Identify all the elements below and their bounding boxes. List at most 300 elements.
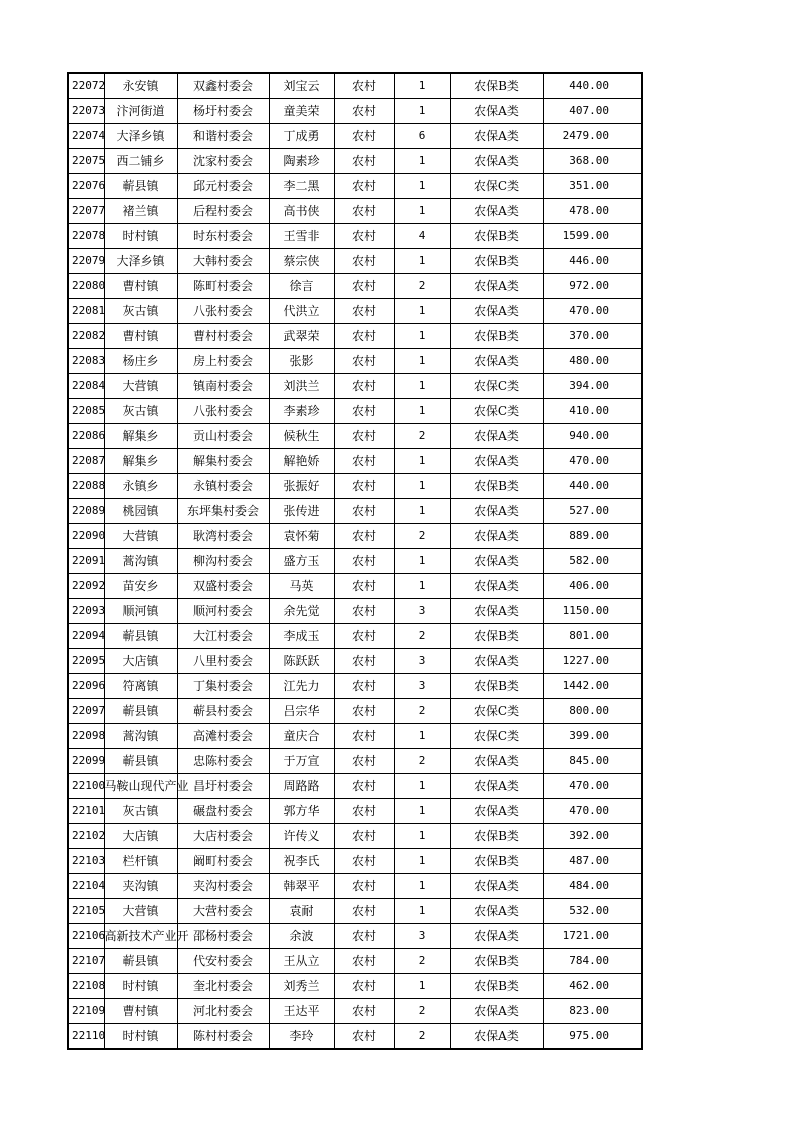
village-committee-cell: 代安村委会 <box>177 949 269 974</box>
person-name-cell: 徐言 <box>269 274 334 299</box>
table-row <box>68 799 642 824</box>
village-committee-cell: 八张村委会 <box>177 299 269 324</box>
area-type-cell: 农村 <box>334 474 394 499</box>
person-name-cell: 刘洪兰 <box>269 374 334 399</box>
insurance-category-cell: 农保A类 <box>450 999 543 1024</box>
household-count-cell: 1 <box>394 799 450 824</box>
amount-cell: 351.00 <box>543 174 642 199</box>
household-count-cell: 3 <box>394 674 450 699</box>
table-row <box>68 449 642 474</box>
amount-cell: 410.00 <box>543 399 642 424</box>
insurance-category-cell: 农保A类 <box>450 199 543 224</box>
township-cell: 苗安乡 <box>104 574 177 599</box>
household-count-cell: 1 <box>394 174 450 199</box>
record-id-cell: 22096 <box>68 674 104 699</box>
insurance-category-cell: 农保C类 <box>450 399 543 424</box>
township-cell: 高新技术产业开 <box>104 924 177 949</box>
person-name-cell: 丁成勇 <box>269 124 334 149</box>
household-count-cell: 2 <box>394 274 450 299</box>
township-cell: 蕲县镇 <box>104 624 177 649</box>
township-cell: 永安镇 <box>104 73 177 99</box>
person-name-cell: 韩翠平 <box>269 874 334 899</box>
person-name-cell: 祝李氏 <box>269 849 334 874</box>
household-count-cell: 2 <box>394 949 450 974</box>
area-type-cell: 农村 <box>334 674 394 699</box>
insurance-category-cell: 农保A类 <box>450 99 543 124</box>
record-id-cell: 22110 <box>68 1024 104 1050</box>
insurance-category-cell: 农保A类 <box>450 574 543 599</box>
person-name-cell: 李玲 <box>269 1024 334 1050</box>
record-id-cell: 22086 <box>68 424 104 449</box>
area-type-cell: 农村 <box>334 374 394 399</box>
insurance-category-cell: 农保A类 <box>450 1024 543 1050</box>
area-type-cell: 农村 <box>334 974 394 999</box>
household-count-cell: 4 <box>394 224 450 249</box>
village-committee-cell: 柳沟村委会 <box>177 549 269 574</box>
township-cell: 大泽乡镇 <box>104 249 177 274</box>
household-count-cell: 1 <box>394 249 450 274</box>
table-row <box>68 324 642 349</box>
village-committee-cell: 后程村委会 <box>177 199 269 224</box>
household-count-cell: 1 <box>394 849 450 874</box>
household-count-cell: 1 <box>394 449 450 474</box>
insurance-category-cell: 农保A类 <box>450 349 543 374</box>
amount-cell: 478.00 <box>543 199 642 224</box>
village-committee-cell: 东坪集村委会 <box>177 499 269 524</box>
area-type-cell: 农村 <box>334 924 394 949</box>
insurance-category-cell: 农保B类 <box>450 674 543 699</box>
township-cell: 大营镇 <box>104 374 177 399</box>
township-cell: 解集乡 <box>104 449 177 474</box>
insurance-category-cell: 农保A类 <box>450 424 543 449</box>
village-committee-cell: 高滩村委会 <box>177 724 269 749</box>
area-type-cell: 农村 <box>334 524 394 549</box>
area-type-cell: 农村 <box>334 724 394 749</box>
person-name-cell: 袁怀菊 <box>269 524 334 549</box>
amount-cell: 470.00 <box>543 799 642 824</box>
insurance-category-cell: 农保B类 <box>450 824 543 849</box>
person-name-cell: 王从立 <box>269 949 334 974</box>
township-cell: 蕲县镇 <box>104 699 177 724</box>
village-committee-cell: 房上村委会 <box>177 349 269 374</box>
record-id-cell: 22095 <box>68 649 104 674</box>
insurance-category-cell: 农保A类 <box>450 924 543 949</box>
area-type-cell: 农村 <box>334 449 394 474</box>
village-committee-cell: 时东村委会 <box>177 224 269 249</box>
table-row <box>68 949 642 974</box>
household-count-cell: 2 <box>394 999 450 1024</box>
household-count-cell: 3 <box>394 649 450 674</box>
township-cell: 解集乡 <box>104 424 177 449</box>
person-name-cell: 解艳娇 <box>269 449 334 474</box>
record-id-cell: 22083 <box>68 349 104 374</box>
table-row <box>68 124 642 149</box>
record-id-cell: 22079 <box>68 249 104 274</box>
household-count-cell: 1 <box>394 774 450 799</box>
area-type-cell: 农村 <box>334 324 394 349</box>
area-type-cell: 农村 <box>334 224 394 249</box>
table-row <box>68 849 642 874</box>
person-name-cell: 刘宝云 <box>269 73 334 99</box>
insurance-category-cell: 农保A类 <box>450 274 543 299</box>
table-row <box>68 249 642 274</box>
amount-cell: 784.00 <box>543 949 642 974</box>
insurance-category-cell: 农保A类 <box>450 649 543 674</box>
amount-cell: 484.00 <box>543 874 642 899</box>
table-row <box>68 974 642 999</box>
table-row <box>68 199 642 224</box>
area-type-cell: 农村 <box>334 149 394 174</box>
table-row <box>68 549 642 574</box>
township-cell: 西二铺乡 <box>104 149 177 174</box>
amount-cell: 972.00 <box>543 274 642 299</box>
area-type-cell: 农村 <box>334 249 394 274</box>
record-id-cell: 22109 <box>68 999 104 1024</box>
village-committee-cell: 昌圩村委会 <box>177 774 269 799</box>
township-cell: 杨庄乡 <box>104 349 177 374</box>
amount-cell: 368.00 <box>543 149 642 174</box>
household-count-cell: 2 <box>394 1024 450 1050</box>
table-row <box>68 599 642 624</box>
table-row <box>68 99 642 124</box>
area-type-cell: 农村 <box>334 574 394 599</box>
township-cell: 夹沟镇 <box>104 874 177 899</box>
person-name-cell: 袁耐 <box>269 899 334 924</box>
table-row <box>68 724 642 749</box>
area-type-cell: 农村 <box>334 349 394 374</box>
village-committee-cell: 杨圩村委会 <box>177 99 269 124</box>
household-count-cell: 1 <box>394 499 450 524</box>
person-name-cell: 张振好 <box>269 474 334 499</box>
household-count-cell: 6 <box>394 124 450 149</box>
insurance-category-cell: 农保A类 <box>450 124 543 149</box>
household-count-cell: 1 <box>394 324 450 349</box>
table-row <box>68 349 642 374</box>
area-type-cell: 农村 <box>334 824 394 849</box>
area-type-cell: 农村 <box>334 99 394 124</box>
area-type-cell: 农村 <box>334 899 394 924</box>
insurance-category-cell: 农保C类 <box>450 374 543 399</box>
village-committee-cell: 镇南村委会 <box>177 374 269 399</box>
person-name-cell: 余先觉 <box>269 599 334 624</box>
record-id-cell: 22097 <box>68 699 104 724</box>
area-type-cell: 农村 <box>334 424 394 449</box>
township-cell: 永镇乡 <box>104 474 177 499</box>
household-count-cell: 1 <box>394 374 450 399</box>
household-count-cell: 2 <box>394 624 450 649</box>
amount-cell: 462.00 <box>543 974 642 999</box>
table-row <box>68 899 642 924</box>
village-committee-cell: 解集村委会 <box>177 449 269 474</box>
amount-cell: 480.00 <box>543 349 642 374</box>
township-cell: 顺河镇 <box>104 599 177 624</box>
village-committee-cell: 碾盘村委会 <box>177 799 269 824</box>
table-row <box>68 374 642 399</box>
household-count-cell: 1 <box>394 399 450 424</box>
amount-cell: 845.00 <box>543 749 642 774</box>
person-name-cell: 张影 <box>269 349 334 374</box>
amount-cell: 446.00 <box>543 249 642 274</box>
household-count-cell: 2 <box>394 749 450 774</box>
person-name-cell: 盛方玉 <box>269 549 334 574</box>
village-committee-cell: 大江村委会 <box>177 624 269 649</box>
household-count-cell: 1 <box>394 549 450 574</box>
person-name-cell: 陶素珍 <box>269 149 334 174</box>
area-type-cell: 农村 <box>334 599 394 624</box>
area-type-cell: 农村 <box>334 174 394 199</box>
record-id-cell: 22074 <box>68 124 104 149</box>
record-id-cell: 22075 <box>68 149 104 174</box>
record-table <box>67 72 643 1050</box>
table-row <box>68 1024 642 1050</box>
insurance-category-cell: 农保A类 <box>450 299 543 324</box>
area-type-cell: 农村 <box>334 749 394 774</box>
area-type-cell: 农村 <box>334 549 394 574</box>
village-committee-cell: 双鑫村委会 <box>177 73 269 99</box>
record-id-cell: 22091 <box>68 549 104 574</box>
table-row <box>68 699 642 724</box>
insurance-category-cell: 农保C类 <box>450 724 543 749</box>
insurance-category-cell: 农保A类 <box>450 774 543 799</box>
record-id-cell: 22076 <box>68 174 104 199</box>
amount-cell: 399.00 <box>543 724 642 749</box>
record-id-cell: 22081 <box>68 299 104 324</box>
record-id-cell: 22087 <box>68 449 104 474</box>
amount-cell: 527.00 <box>543 499 642 524</box>
amount-cell: 392.00 <box>543 824 642 849</box>
village-committee-cell: 大营村委会 <box>177 899 269 924</box>
person-name-cell: 吕宗华 <box>269 699 334 724</box>
household-count-cell: 1 <box>394 899 450 924</box>
person-name-cell: 张传进 <box>269 499 334 524</box>
township-cell: 栏杆镇 <box>104 849 177 874</box>
area-type-cell: 农村 <box>334 849 394 874</box>
record-id-cell: 22088 <box>68 474 104 499</box>
table-row <box>68 749 642 774</box>
person-name-cell: 武翠荣 <box>269 324 334 349</box>
record-id-cell: 22103 <box>68 849 104 874</box>
insurance-category-cell: 农保B类 <box>450 474 543 499</box>
household-count-cell: 1 <box>394 474 450 499</box>
village-committee-cell: 邱元村委会 <box>177 174 269 199</box>
amount-cell: 1227.00 <box>543 649 642 674</box>
amount-cell: 470.00 <box>543 299 642 324</box>
township-cell: 符离镇 <box>104 674 177 699</box>
area-type-cell: 农村 <box>334 124 394 149</box>
area-type-cell: 农村 <box>334 299 394 324</box>
village-committee-cell: 陈町村委会 <box>177 274 269 299</box>
amount-cell: 1721.00 <box>543 924 642 949</box>
area-type-cell: 农村 <box>334 774 394 799</box>
record-id-cell: 22104 <box>68 874 104 899</box>
table-row <box>68 999 642 1024</box>
amount-cell: 440.00 <box>543 73 642 99</box>
village-committee-cell: 大店村委会 <box>177 824 269 849</box>
area-type-cell: 农村 <box>334 699 394 724</box>
table-row <box>68 299 642 324</box>
table-row <box>68 924 642 949</box>
amount-cell: 889.00 <box>543 524 642 549</box>
table-row <box>68 824 642 849</box>
amount-cell: 370.00 <box>543 324 642 349</box>
amount-cell: 487.00 <box>543 849 642 874</box>
record-id-cell: 22100 <box>68 774 104 799</box>
township-cell: 桃园镇 <box>104 499 177 524</box>
township-cell: 蒿沟镇 <box>104 724 177 749</box>
amount-cell: 394.00 <box>543 374 642 399</box>
table-row <box>68 424 642 449</box>
person-name-cell: 童庆合 <box>269 724 334 749</box>
insurance-category-cell: 农保B类 <box>450 224 543 249</box>
table-row <box>68 399 642 424</box>
insurance-category-cell: 农保C类 <box>450 699 543 724</box>
person-name-cell: 郭方华 <box>269 799 334 824</box>
township-cell: 灰古镇 <box>104 799 177 824</box>
record-id-cell: 22082 <box>68 324 104 349</box>
township-cell: 蒿沟镇 <box>104 549 177 574</box>
record-id-cell: 22107 <box>68 949 104 974</box>
table-row <box>68 174 642 199</box>
household-count-cell: 3 <box>394 924 450 949</box>
person-name-cell: 于万宣 <box>269 749 334 774</box>
record-id-cell: 22073 <box>68 99 104 124</box>
household-count-cell: 1 <box>394 199 450 224</box>
insurance-category-cell: 农保C类 <box>450 174 543 199</box>
area-type-cell: 农村 <box>334 949 394 974</box>
township-cell: 蕲县镇 <box>104 949 177 974</box>
area-type-cell: 农村 <box>334 649 394 674</box>
amount-cell: 823.00 <box>543 999 642 1024</box>
township-cell: 大泽乡镇 <box>104 124 177 149</box>
record-id-cell: 22080 <box>68 274 104 299</box>
record-id-cell: 22093 <box>68 599 104 624</box>
township-cell: 马鞍山现代产业 <box>104 774 177 799</box>
person-name-cell: 李素珍 <box>269 399 334 424</box>
household-count-cell: 1 <box>394 824 450 849</box>
area-type-cell: 农村 <box>334 799 394 824</box>
table-row <box>68 499 642 524</box>
insurance-category-cell: 农保A类 <box>450 499 543 524</box>
table-row <box>68 674 642 699</box>
village-committee-cell: 河北村委会 <box>177 999 269 1024</box>
township-cell: 大店镇 <box>104 824 177 849</box>
amount-cell: 470.00 <box>543 449 642 474</box>
insurance-category-cell: 农保A类 <box>450 149 543 174</box>
record-id-cell: 22105 <box>68 899 104 924</box>
table-row <box>68 774 642 799</box>
amount-cell: 801.00 <box>543 624 642 649</box>
insurance-category-cell: 农保A类 <box>450 524 543 549</box>
person-name-cell: 王达平 <box>269 999 334 1024</box>
person-name-cell: 童美荣 <box>269 99 334 124</box>
township-cell: 时村镇 <box>104 1024 177 1050</box>
amount-cell: 2479.00 <box>543 124 642 149</box>
household-count-cell: 1 <box>394 299 450 324</box>
amount-cell: 582.00 <box>543 549 642 574</box>
household-count-cell: 1 <box>394 574 450 599</box>
township-cell: 大店镇 <box>104 649 177 674</box>
record-id-cell: 22099 <box>68 749 104 774</box>
area-type-cell: 农村 <box>334 274 394 299</box>
record-id-cell: 22108 <box>68 974 104 999</box>
village-committee-cell: 忠陈村委会 <box>177 749 269 774</box>
person-name-cell: 候秋生 <box>269 424 334 449</box>
village-committee-cell: 蕲县村委会 <box>177 699 269 724</box>
record-id-cell: 22089 <box>68 499 104 524</box>
area-type-cell: 农村 <box>334 874 394 899</box>
amount-cell: 1599.00 <box>543 224 642 249</box>
village-committee-cell: 阚町村委会 <box>177 849 269 874</box>
township-cell: 汴河街道 <box>104 99 177 124</box>
table-row <box>68 224 642 249</box>
household-count-cell: 2 <box>394 699 450 724</box>
record-id-cell: 22098 <box>68 724 104 749</box>
insurance-category-cell: 农保A类 <box>450 899 543 924</box>
village-committee-cell: 夹沟村委会 <box>177 874 269 899</box>
household-count-cell: 1 <box>394 974 450 999</box>
record-id-cell: 22101 <box>68 799 104 824</box>
person-name-cell: 蔡宗侠 <box>269 249 334 274</box>
household-count-cell: 1 <box>394 149 450 174</box>
record-id-cell: 22072 <box>68 73 104 99</box>
township-cell: 大营镇 <box>104 899 177 924</box>
village-committee-cell: 贡山村委会 <box>177 424 269 449</box>
insurance-category-cell: 农保B类 <box>450 849 543 874</box>
insurance-category-cell: 农保B类 <box>450 949 543 974</box>
village-committee-cell: 双盛村委会 <box>177 574 269 599</box>
person-name-cell: 高书侠 <box>269 199 334 224</box>
village-committee-cell: 和谐村委会 <box>177 124 269 149</box>
village-committee-cell: 沈家村委会 <box>177 149 269 174</box>
area-type-cell: 农村 <box>334 199 394 224</box>
record-id-cell: 22090 <box>68 524 104 549</box>
insurance-category-cell: 农保A类 <box>450 449 543 474</box>
village-committee-cell: 八里村委会 <box>177 649 269 674</box>
insurance-category-cell: 农保A类 <box>450 749 543 774</box>
household-count-cell: 1 <box>394 99 450 124</box>
village-committee-cell: 奎北村委会 <box>177 974 269 999</box>
amount-cell: 440.00 <box>543 474 642 499</box>
township-cell: 曹村镇 <box>104 324 177 349</box>
table-row <box>68 474 642 499</box>
person-name-cell: 马英 <box>269 574 334 599</box>
person-name-cell: 刘秀兰 <box>269 974 334 999</box>
township-cell: 曹村镇 <box>104 999 177 1024</box>
person-name-cell: 代洪立 <box>269 299 334 324</box>
table-row <box>68 649 642 674</box>
area-type-cell: 农村 <box>334 73 394 99</box>
household-count-cell: 3 <box>394 599 450 624</box>
area-type-cell: 农村 <box>334 499 394 524</box>
area-type-cell: 农村 <box>334 1024 394 1050</box>
township-cell: 灰古镇 <box>104 399 177 424</box>
village-committee-cell: 永镇村委会 <box>177 474 269 499</box>
record-id-cell: 22094 <box>68 624 104 649</box>
village-committee-cell: 耿湾村委会 <box>177 524 269 549</box>
township-cell: 蕲县镇 <box>104 749 177 774</box>
insurance-category-cell: 农保B类 <box>450 624 543 649</box>
household-count-cell: 1 <box>394 874 450 899</box>
insurance-category-cell: 农保B类 <box>450 249 543 274</box>
village-committee-cell: 八张村委会 <box>177 399 269 424</box>
household-count-cell: 2 <box>394 424 450 449</box>
area-type-cell: 农村 <box>334 399 394 424</box>
amount-cell: 1442.00 <box>543 674 642 699</box>
person-name-cell: 许传义 <box>269 824 334 849</box>
person-name-cell: 李成玉 <box>269 624 334 649</box>
household-count-cell: 1 <box>394 724 450 749</box>
record-id-cell: 22085 <box>68 399 104 424</box>
